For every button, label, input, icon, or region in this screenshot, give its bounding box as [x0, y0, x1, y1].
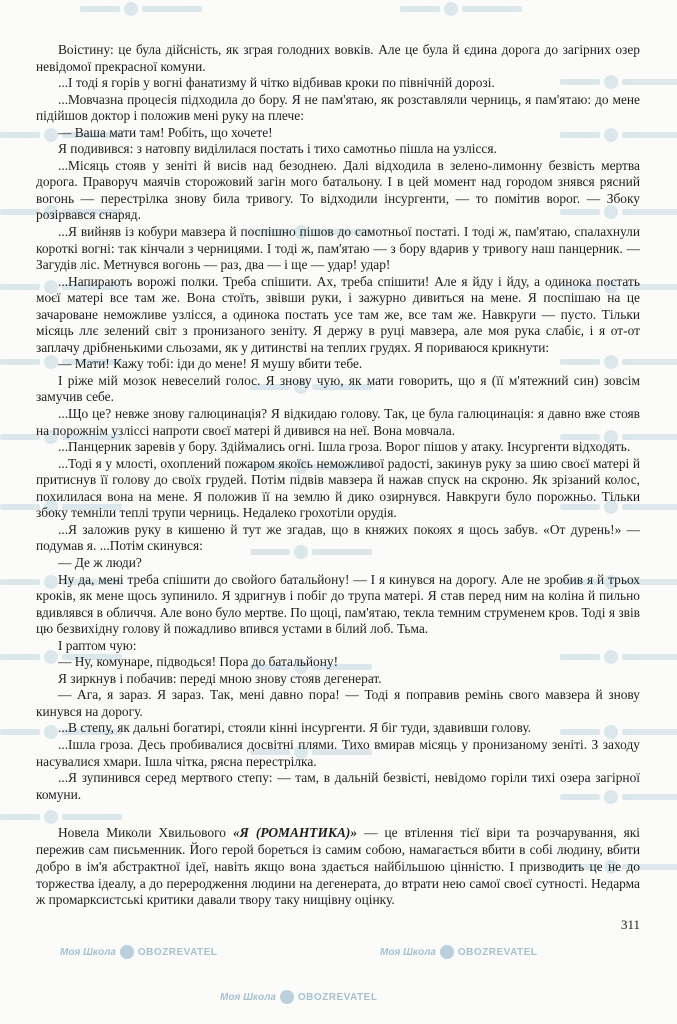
watermark-school-mark	[0, 814, 40, 820]
watermark-school: Моя Школа	[220, 991, 276, 1003]
story-paragraph: Ну да, мені треба спішити до свойого батальйону! — І я кинувся на дорогу. Але не зробив я й трьох кроків, як мене щось зупинило. Я здригнув і побіг до трупа матері. Я став перед ним на коліна й пильно вдивлявся в обличчя. Але воно було мертве. По щоці, пам'ятаю, текла темним струменем кров. Тоді я звів цю безвихідну голову й пожадливо впився устами в білий лоб. Тьма.	[36, 571, 640, 637]
summary-text: Новела Миколи Хвильового «Я (РОМАНТИКА)» — це втілення тієї віри та розчарування, які пережив сам письменник. Його герой бореться із самим собою, намагається вбити в собі людину, вбити добро в ім'я абстрактної ідеї, навіть якщо вона здається найбільшою цінністю. І призводить це не до торжества ідеалу, а до переродження людини на дегенерата, до втрати нею самої своєї сутності. Недарма ж промарксистські критики давали твору таку нищівну оцінку.	[36, 825, 640, 908]
story-paragraph: ...Я вийняв із кобури мавзера й поспішно пішов до самотньої постаті. І тоді ж, пам'ятаю, спалахнули короткі вогні: так кінчали з черницями. І тоді ж, пам'ятаю — з бору вдарив у тривогу наш панцерник. — Загудів ліс. Метнувся вогонь — раз, два — і ще — удар! удар!	[36, 224, 640, 273]
book-page	[36, 42, 640, 933]
watermark-school: Моя Школа	[380, 946, 436, 958]
watermark-brand: OBOZREVATEL	[297, 991, 378, 1003]
story-paragraph: — Де ж люди?	[58, 554, 142, 570]
story-paragraph: ...Панцерник заревів у бору. Здіймались огні. Ішла гроза. Ворог пішов у атаку. Інсургенти відходять.	[58, 439, 631, 455]
summary-paragraph	[36, 825, 640, 909]
watermark-school-mark	[0, 132, 40, 138]
watermark-brand: OBOZREVATEL	[457, 946, 538, 958]
story-paragraph: ...Місяць стояв у зеніті й висів над безоднею. Далі відходила в зелено-лимонну безвість мертва дорога. Праворуч маячів сторожовий загін мого батальону. І в цей момент над городом знявся рясний вогонь — перестрілка знову била тривогу. То відходили інсургенти, — то помітив ворог. — Збоку розірвався снаряд.	[36, 157, 640, 223]
watermark-logo	[400, 2, 522, 16]
watermark-brand: OBOZREVATEL	[137, 946, 218, 958]
watermark-logo-icon	[444, 2, 458, 16]
story-excerpt	[36, 42, 640, 803]
story-paragraph: ...Ішла гроза. Десь пробивалися досвітні плями. Тихо вмирав місяць у пронизаному зеніті. З заходу насувалися хмари. Ішла чітка, рясна перестрілка.	[36, 736, 640, 769]
story-paragraph: ...Мовчазна процесія підходила до бору. Я не пам'ятаю, як розставляли черниць, я пам'ятаю: до мене підійшов доктор і положив мені руку на плече:	[36, 91, 640, 124]
story-paragraph: ...І тоді я горів у вогні фанатизму й чітко відбивав кроки по північній дорозі.	[58, 75, 495, 91]
watermark-school-mark	[0, 209, 40, 215]
watermark	[220, 990, 377, 1004]
story-paragraph: — Ага, я зараз. Я зараз. Так, мені давно пора! — Тоді я поправив ремінь свого мавзера й знову кинувся на дорогу.	[36, 687, 640, 719]
watermark-school-mark	[0, 434, 40, 440]
watermark	[380, 945, 537, 959]
story-paragraph: І раптом чую:	[58, 637, 137, 653]
watermark-school-mark	[0, 359, 40, 365]
watermark-school-mark	[0, 579, 40, 585]
story-paragraph: ...Я зупинився серед мертвого степу: — там, в дальній безвісті, невідомо горіли тихі озера загірної комуни.	[36, 770, 640, 802]
story-paragraph: ...Я заложив руку в кишеню й тут же згадав, що в княжих покоях я щось забув. «От дурень!» — подумав я. ...Потім скинувся:	[36, 521, 640, 554]
story-paragraph: ...В степу, як дальні богатирі, стояли кінні інсургенти. Я біг туди, здавивши голову.	[58, 720, 532, 736]
watermark-school-mark	[0, 654, 40, 660]
story-paragraph: І ріже мій мозок невеселий голос. Я знову чую, як мати говорить, що я (її м'ятежний син) зовсім замучив себе.	[36, 372, 640, 405]
story-paragraph: Воістину: це була дійсність, як зграя голодних вовків. Але це була й єдина дорога до загірних озер невідомої прекрасної комуни.	[36, 42, 640, 74]
watermark-school-mark	[0, 504, 40, 510]
story-paragraph: ...Напирають ворожі полки. Треба спішити. Ах, треба спішити! Але я йду і йду, а одинока постать моєї матері все там же. Вона стоїть, звівши руки, і зажурно дивиться на мене. Я поспішаю на це зачароване неможливе узлісся, а одинока постать усе там же, все там же. Навкруги — пусто. Тільки місяць ллє зелений світ з пронизаного зеніту. Я держу в руці мавзера, але моя рука слабіє, і я от-от заплачу дрібненькими сльозами, як у дитинстві на теплих грудях. Я пориваюся крикнути:	[36, 273, 640, 355]
story-paragraph: ...Що це? невже знову галюцинація? Я відкидаю голову. Так, це була галюцинація: я давно вже стояв на порожнім узліссі напроти своєї матері й дивився на неї. Вона мовчала.	[36, 406, 640, 438]
watermark-school-mark	[80, 6, 120, 12]
watermark-school: Моя Школа	[60, 946, 116, 958]
page-number: 311	[620, 917, 640, 933]
story-paragraph: — Ваша мати там! Робіть, що хочете!	[58, 124, 273, 140]
watermark-logo-icon	[280, 990, 294, 1004]
watermark-brand-mark	[142, 6, 202, 12]
story-paragraph: — Ну, комунаре, підводься! Пора до батальйону!	[58, 654, 339, 670]
watermark-logo-icon	[120, 945, 134, 959]
watermark	[60, 945, 217, 959]
watermark-brand-mark	[462, 6, 522, 12]
story-paragraph: — Мати! Кажу тобі: іди до мене! Я мушу вбити тебе.	[58, 356, 363, 372]
story-paragraph: Я зиркнув і побачив: переді мною знову стояв дегенерат.	[58, 670, 382, 686]
story-paragraph: ...Тоді я у млості, охоплений пожаром якоїсь неможливої радості, закинув руку за шию своєї матері й притиснув її голову до своїх грудей. Потім підвів мавзера й нажав спуск на скроню. Як зрізаний колос, похилилася вона на мене. Я положив її на землю й дико озирнувся. Навкруги було порожньо. Тільки збоку темніли теплі трупи черниць. Недалеко грохотіли орудія.	[36, 455, 640, 521]
watermark-school-mark	[0, 729, 40, 735]
watermark-school-mark	[0, 284, 40, 290]
watermark-logo	[80, 2, 202, 16]
watermark-logo-icon	[440, 945, 454, 959]
watermark-logo-icon	[124, 2, 138, 16]
story-paragraph: Я подивився: з натовпу виділилася постать і тихо самотньо пішла на узлісся.	[58, 141, 497, 157]
work-title: «Я (РОМАНТИКА)»	[232, 825, 358, 841]
watermark-school-mark	[400, 6, 440, 12]
